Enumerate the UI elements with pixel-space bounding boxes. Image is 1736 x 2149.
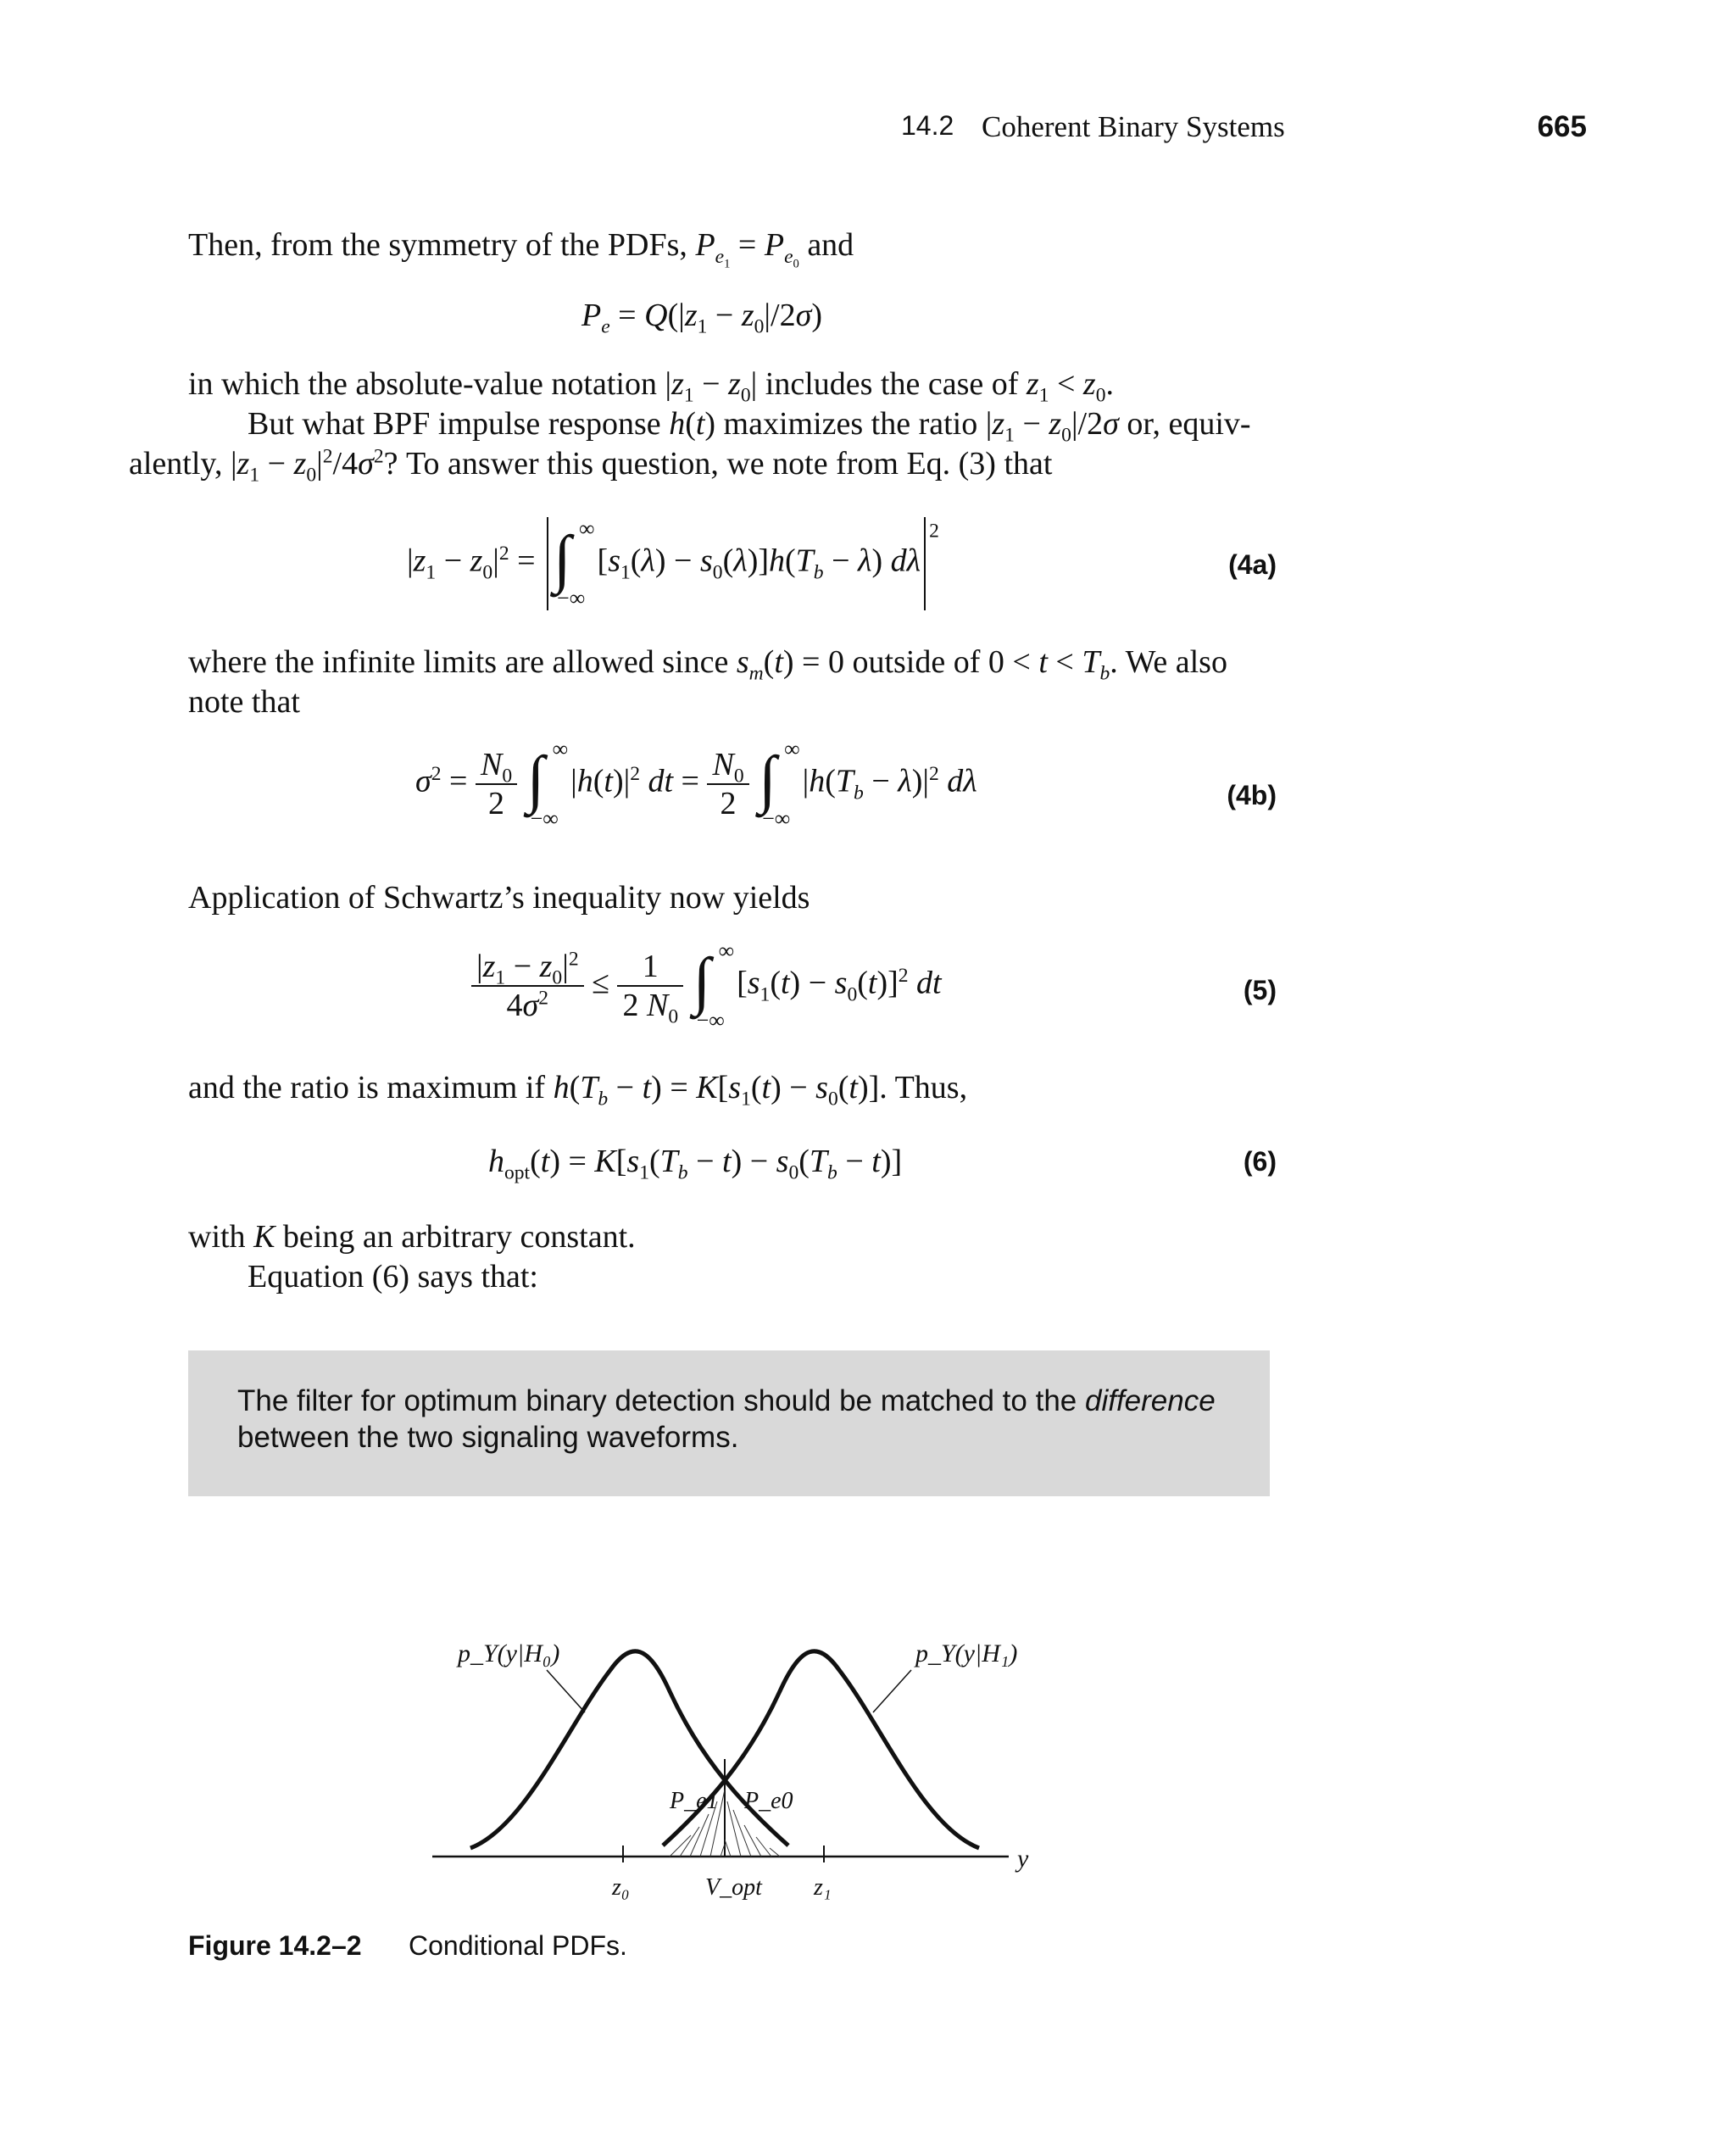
paragraph-infinite-limits: where the infinite limits are allowed since $s_m(t) = 0$ outside of $0 < t < T_b$. We also note that [188, 644, 1227, 720]
leader-h0 [547, 1670, 585, 1712]
equation-number-4b: (4b) [1227, 780, 1277, 810]
paragraph-symmetry: Then, from the symmetry of the PDFs, $P_{e_1} = P_{e_0}$ and [188, 227, 854, 271]
label-pe1: P_e1 [670, 1788, 719, 1814]
equation-6: $h_{opt}(t) = K[s_1(T_b - t) - s_0(T_b - t)]$ [488, 1144, 903, 1184]
axis-label-y: y [1017, 1845, 1029, 1873]
equation-4a: $|z_1 - z_0|^2$ = ∫ ∞ −∞ $[s_1(\lambda) - s_0(\lambda)]h(T_b - \lambda)$ $d\lambda^2$ [407, 516, 939, 610]
equation-number-4a: (4a) [1228, 549, 1277, 580]
callout-emphasis: difference [1084, 1384, 1216, 1417]
tick-label-vopt: V_opt [705, 1874, 762, 1901]
conditional-pdfs-figure [424, 1623, 1068, 1912]
paragraph-schwartz: Application of Schwartz’s inequality now yields [188, 880, 810, 916]
leader-h1 [873, 1670, 911, 1712]
paragraph-arbitrary-constant: with K being an arbitrary constant. [188, 1219, 636, 1255]
paragraph-absolute-value: in which the absolute-value notation $|z_1 - z_0|$ includes the case of $z_1 < z_0$. [188, 366, 1114, 407]
equation-number-6: (6) [1243, 1146, 1277, 1177]
tick-label-z0: z₀ [612, 1874, 630, 1901]
pdf-curve-h1 [663, 1651, 979, 1848]
label-pdf-h0: p_Y(y|H₀) [458, 1640, 560, 1667]
equation-5: $\frac{|z_1 - z_0|^2}{4\sigma^2}$ ≤ $\frac{1}{2 N_0}$ ∫ ∞ −∞ $[s_1(t) - s_0(t)]^2$ dt [471, 948, 942, 1024]
callout-text: The filter for optimum binary detection should be matched to the difference between the two signaling waveforms. [237, 1384, 1216, 1454]
tick-label-z1: z₁ [814, 1874, 832, 1901]
figure-caption-text: Conditional PDFs. [409, 1930, 627, 1961]
label-pe0: P_e0 [744, 1788, 793, 1814]
page-number: 665 [1537, 110, 1587, 143]
paragraph-equation-6-says: Equation (6) says that: [248, 1259, 538, 1294]
paragraph-bpf-question: But what BPF impulse response h(t) maximizes the ratio $|z_1 - z_0|/2\sigma$ or, equiv- alently, $|z_1 - z_0|^2/4\sigma^2$? To answer this question, we note from Eq. (3) that [129, 406, 1251, 487]
callout-box [188, 1350, 1270, 1496]
section-number: 14.2 [901, 110, 954, 141]
label-pdf-h1: p_Y(y|H₁) [915, 1640, 1018, 1667]
equation-number-5: (5) [1243, 975, 1277, 1005]
equation-pe: $P_e = Q(|z_1 - z_0|/2\sigma)$ [581, 298, 822, 338]
equation-4b: $\sigma^2$ = $\frac{N_0}{2}$ ∫ ∞ −∞ $|h(t)|^2$ dt = $\frac{N_0}{2}$ ∫ ∞ −∞ $|h(T_b - \lambda)|^2$ dλ [415, 737, 977, 831]
pdf-curve-h0 [470, 1651, 788, 1848]
paragraph-ratio-maximum: and the ratio is maximum if $h(T_b - t) = K[s_1(t) - s_0(t)]$. Thus, [188, 1070, 968, 1111]
section-title: Coherent Binary Systems [982, 110, 1285, 143]
figure-caption-label: Figure 14.2–2 [188, 1930, 362, 1961]
